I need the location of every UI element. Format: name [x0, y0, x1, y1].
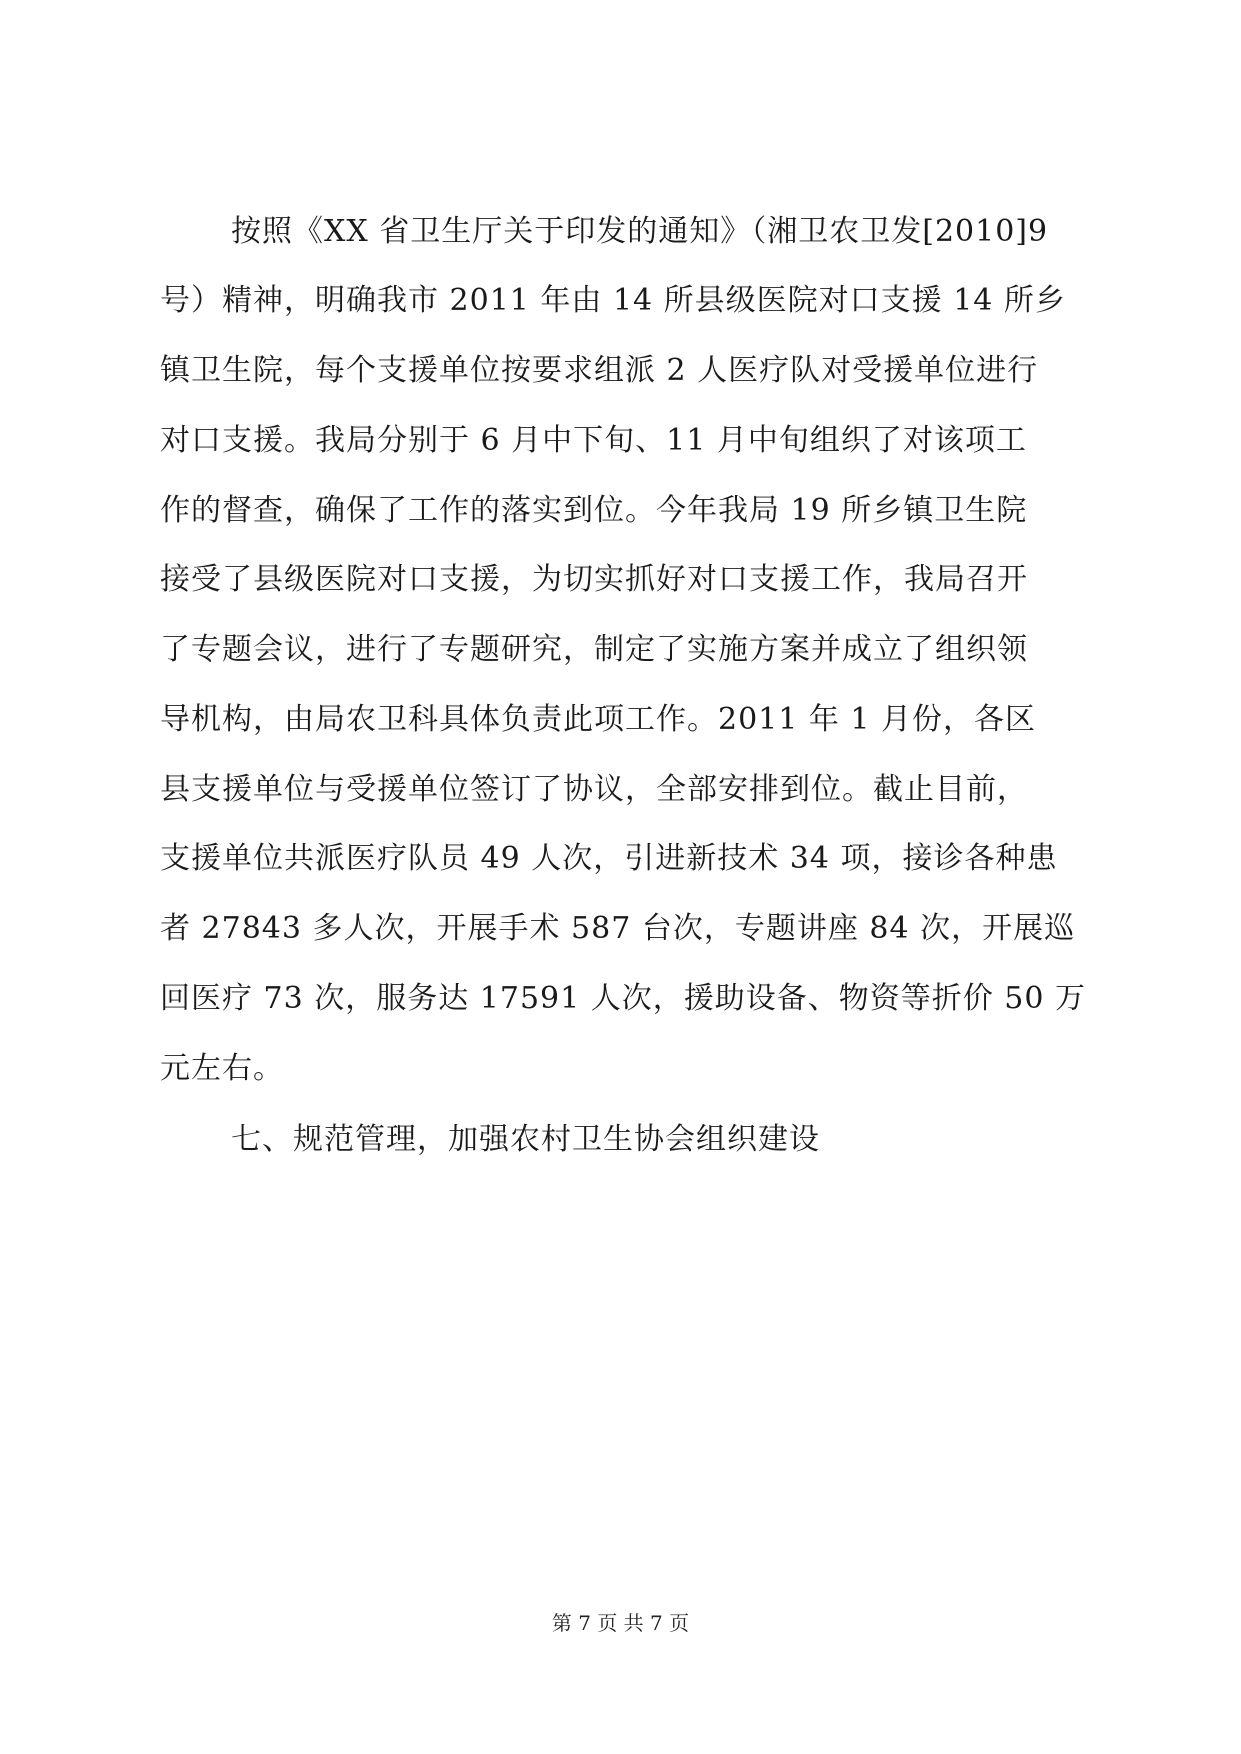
- page-number-footer: 第 7 页 共 7 页: [551, 1611, 690, 1635]
- paragraph-line: 作的督查，确保了工作的落实到位。今年我局 19 所乡镇卫生院: [160, 493, 1028, 528]
- paragraph-line: 按照《XX 省卫生厅关于印发的通知》（湘卫农卫发[2010]9: [231, 214, 1049, 249]
- paragraph-line: 元左右。: [160, 1051, 284, 1086]
- paragraph-line: 号）精神，明确我市 2011 年由 14 所县级医院对口支援 14 所乡: [160, 283, 1066, 318]
- paragraph-line: 接受了县级医院对口支援，为切实抓好对口支援工作，我局召开: [160, 562, 1028, 597]
- paragraph-line: 支援单位共派医疗队员 49 人次，引进新技术 34 项，接诊各种患: [160, 841, 1058, 876]
- paragraph-line: 县支援单位与受援单位签订了协议，全部安排到位。截止目前，: [160, 772, 1028, 807]
- paragraph-line: 镇卫生院，每个支援单位按要求组派 2 人医疗队对受援单位进行: [160, 353, 1039, 388]
- paragraph-line: 回医疗 73 次，服务达 17591 人次，援助设备、物资等折价 50 万: [160, 981, 1086, 1016]
- paragraph-line: 了专题会议，进行了专题研究，制定了实施方案并成立了组织领: [160, 632, 1028, 667]
- section-heading: 七、规范管理，加强农村卫生协会组织建设: [231, 1122, 820, 1157]
- paragraph-line: 者 27843 多人次，开展手术 587 台次，专题讲座 84 次，开展巡: [160, 911, 1076, 946]
- paragraph-line: 对口支援。我局分别于 6 月中下旬、11 月中旬组织了对该项工: [160, 423, 1027, 458]
- paragraph-line: 导机构，由局农卫科具体负责此项工作。2011 年 1 月份，各区: [160, 702, 1037, 737]
